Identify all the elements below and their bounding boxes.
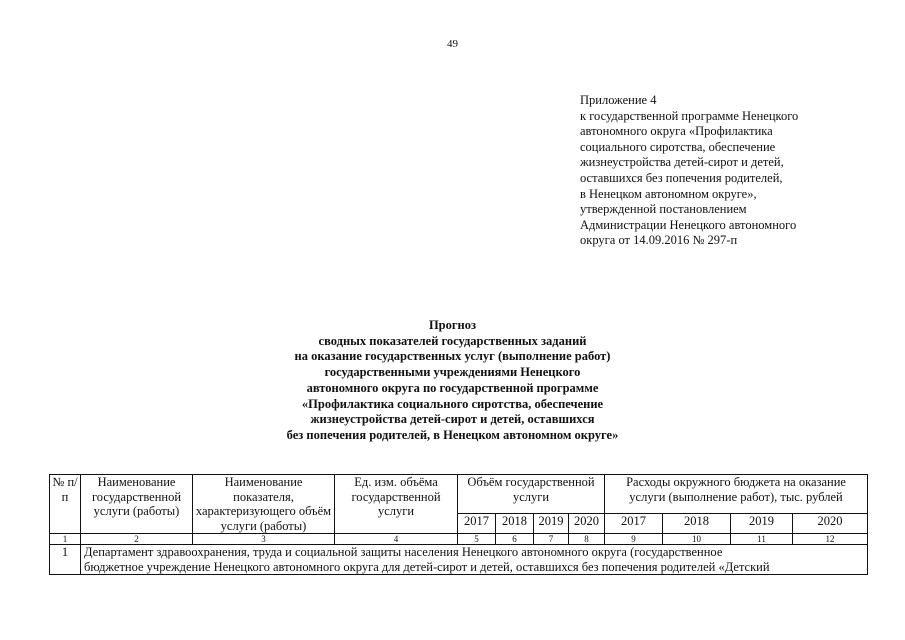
title-line: автономного округа по государственной программе <box>306 380 599 395</box>
appendix-line: в Ненецком автономном округе», <box>580 186 757 201</box>
column-number: 7 <box>534 534 569 545</box>
header-expense-year: 2019 <box>731 513 793 533</box>
header-volume: Объём государственной услуги <box>458 475 605 514</box>
appendix-line: социального сиротства, обеспечение <box>580 139 776 154</box>
column-number: 8 <box>569 534 605 545</box>
appendix-line: Приложение 4 <box>580 93 657 107</box>
appendix-line: жизнеустройства детей-сирот и детей, <box>580 155 784 170</box>
column-number: 9 <box>605 534 663 545</box>
title-line: на оказание государственных услуг (выполнение работ) <box>294 349 611 364</box>
table-row <box>50 545 868 575</box>
column-number-row <box>50 534 868 545</box>
header-indicator-name: Наименование показателя, характеризующего объём услуги (работы) <box>193 475 335 534</box>
appendix-line: утвержденной постановлением <box>580 202 747 217</box>
title-line: «Профилактика социального сиротства, обеспечение <box>301 396 604 411</box>
title-line: жизнеустройства детей-сирот и детей, оставшихся <box>310 412 595 427</box>
header-expense-year: 2017 <box>605 513 663 533</box>
title-line: сводных показателей государственных заданий <box>318 333 587 348</box>
appendix-line: автономного округа «Профилактика <box>580 124 773 139</box>
document-title <box>0 318 905 444</box>
department-text-line: бюджетное учреждение Ненецкого автономного округа для детей-сирот и детей, оставшихся без попечения родителей «Детский <box>84 559 770 574</box>
header-num: № п/п <box>50 475 81 534</box>
column-number: 1 <box>50 534 81 545</box>
header-expense-year: 2018 <box>663 513 731 533</box>
column-number: 6 <box>496 534 534 545</box>
column-number: 2 <box>81 534 193 545</box>
column-number: 5 <box>458 534 496 545</box>
title-line: Прогноз <box>428 318 477 332</box>
appendix-line: к государственной программе Ненецкого <box>580 108 799 123</box>
column-number: 10 <box>663 534 731 545</box>
department-text-line: Департамент здравоохранения, труда и социальной защиты населения Ненецкого автономного округа (государственное <box>84 545 723 559</box>
header-volume-year: 2020 <box>569 513 605 533</box>
department-cell <box>81 545 868 575</box>
header-unit: Ед. изм. объёма государственной услуги <box>335 475 458 534</box>
column-number: 11 <box>731 534 793 545</box>
header-volume-year: 2019 <box>534 513 569 533</box>
column-number: 12 <box>793 534 868 545</box>
column-number: 3 <box>193 534 335 545</box>
appendix-note <box>580 93 880 249</box>
title-line: без попечения родителей, в Ненецком автономном округе» <box>286 427 619 442</box>
header-volume-year: 2018 <box>496 513 534 533</box>
appendix-line: округа от 14.09.2016 № 297-п <box>580 233 738 248</box>
appendix-line: Администрации Ненецкого автономного <box>580 217 797 232</box>
appendix-line: оставшихся без попечения родителей, <box>580 170 783 185</box>
header-volume-year: 2017 <box>458 513 496 533</box>
forecast-table <box>49 474 868 575</box>
header-service-name: Наименование государственной услуги (работы) <box>81 475 193 534</box>
column-number: 4 <box>335 534 458 545</box>
header-expenses: Расходы окружного бюджета на оказание услуги (выполнение работ), тыс. рублей <box>605 475 868 514</box>
page-number: 49 <box>447 38 458 50</box>
row-num: 1 <box>50 545 81 575</box>
title-line: государственными учреждениями Ненецкого <box>324 365 581 380</box>
table-header-row <box>50 475 868 514</box>
header-expense-year: 2020 <box>793 513 868 533</box>
